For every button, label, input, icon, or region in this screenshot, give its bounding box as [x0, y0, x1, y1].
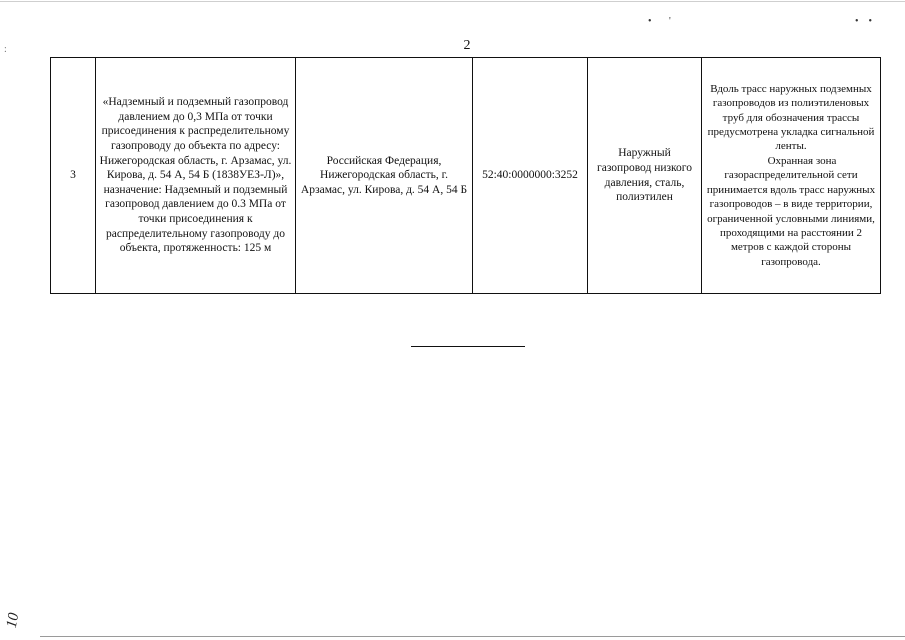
- object-description-cell: «Надземный и подземный газопровод давлением до 0,3 МПа от точки присоединения к распределительному газопроводу до объекта по адресу: Нижегородская область, г. Арзамас, ул. Кирова, д. 54 А, 54 Б (1838УЕЗ-Л)», назначение: Надземный и подземный газопровод давлением до 0.3 МПа от точки присоединения к распределительному газопроводу до объекта, протяженность: 125 м: [96, 58, 296, 294]
- cadastral-number-cell: 52:40:0000000:3252: [473, 58, 588, 294]
- page-number: 2: [463, 38, 471, 53]
- end-divider: [411, 346, 525, 347]
- handwritten-margin-mark: 10: [3, 611, 23, 630]
- note-protection-zone: Охранная зона газораспределительной сети принимается вдоль трасс наружных газопроводов – в виде территории, ограниченной условными линиями, проходящими на расстоянии 2 метров с каждой стороны газопровода.: [706, 154, 876, 268]
- register-table: [50, 57, 881, 294]
- object-type-cell: Наружный газопровод низкого давления, сталь, полиэтилен: [588, 58, 702, 294]
- scan-edge-bottom: [40, 636, 905, 637]
- notes-cell: [702, 58, 881, 294]
- row-index-cell: 3: [51, 58, 96, 294]
- scan-speck: • •: [855, 16, 873, 27]
- scan-speck: :: [4, 44, 7, 55]
- address-cell: Российская Федерация, Нижегородская область, г. Арзамас, ул. Кирова, д. 54 А, 54 Б: [296, 58, 473, 294]
- scan-edge-top: [0, 1, 905, 2]
- note-signal-tape: Вдоль трасс наружных подземных газопроводов из полиэтиленовых труб для обозначения трассы предусмотрена укладка сигнальной ленты.: [707, 82, 875, 153]
- scan-speck: • ': [648, 16, 671, 27]
- table-row: [51, 58, 881, 294]
